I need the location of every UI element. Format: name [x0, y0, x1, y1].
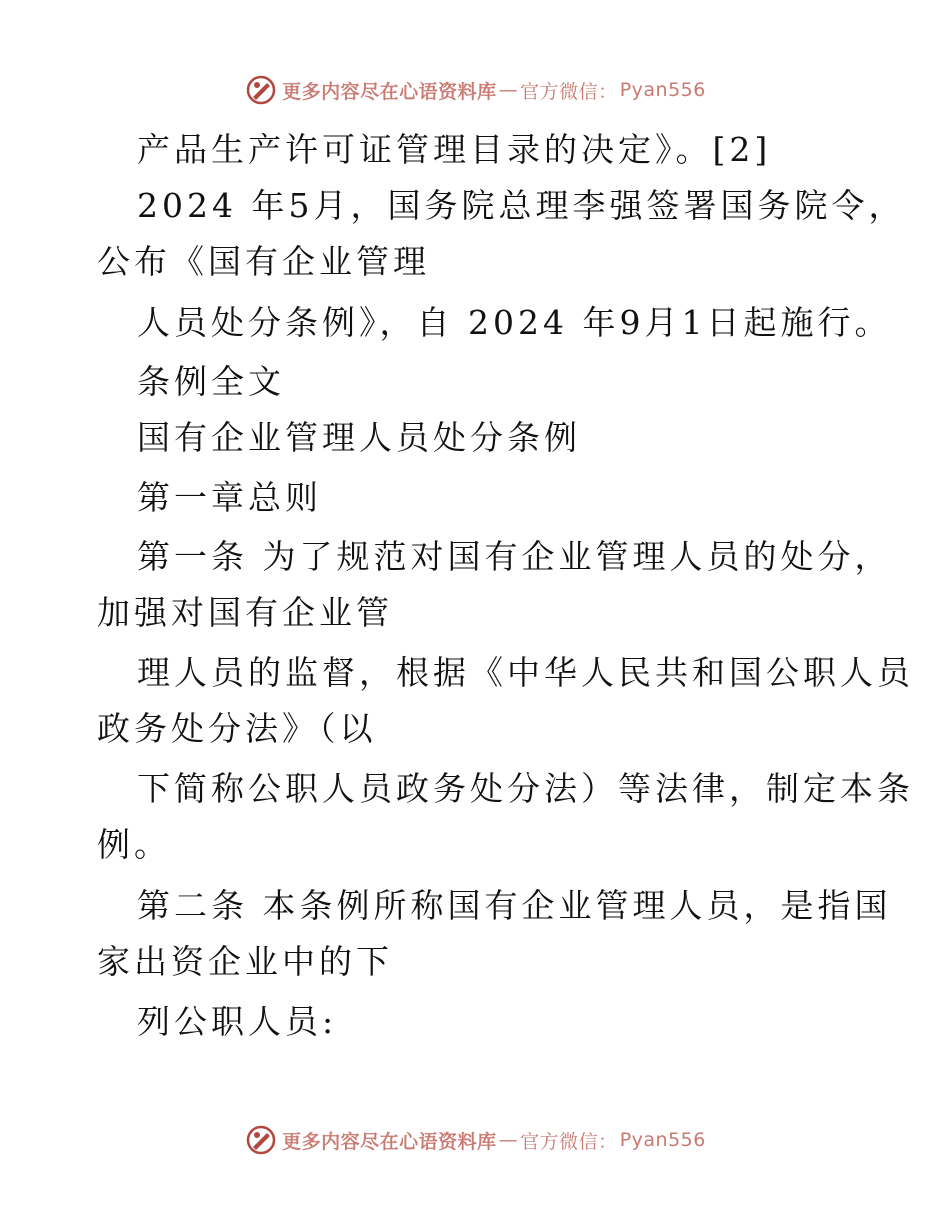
watermark-title: 更多内容尽在心语资料库 [282, 1130, 497, 1153]
text-line: 人员处分条例》，自 2024 年9月1日起施行。 [137, 303, 892, 342]
text-line: 列公职人员: [137, 1002, 338, 1041]
text-line: 政务处分法》（以 [97, 709, 377, 748]
text-line: 公布《国有企业管理 [97, 242, 430, 281]
text-line: 加强对国有企业管 [97, 593, 393, 632]
pen-logo-icon [244, 1123, 278, 1157]
watermark-footer [0, 1120, 950, 1160]
text-line: 2024 年5月，国务院总理李强签署国务院令， [137, 186, 906, 225]
watermark-header [0, 70, 950, 110]
watermark-title: 更多内容尽在心语资料库 [282, 80, 497, 103]
chapter-heading: 第一章总则 [137, 478, 322, 517]
watermark-wechat-id: Pyan556 [619, 1129, 706, 1151]
section-heading: 条例全文 [137, 362, 285, 401]
watermark-dash: — [498, 79, 519, 101]
pen-logo-icon [244, 73, 278, 107]
watermark-dash: — [498, 1129, 519, 1151]
watermark-wechat-label: 官方微信： [520, 80, 618, 103]
text-line: 家出资企业中的下 [97, 942, 393, 981]
text-line: 例。 [97, 825, 171, 864]
regulation-title: 国有企业管理人员处分条例 [137, 418, 581, 457]
text-line: 第一条 为了规范对国有企业管理人员的处分， [137, 537, 892, 576]
text-line: 第二条 本条例所称国有企业管理人员，是指国 [137, 886, 892, 925]
watermark-wechat-label: 官方微信： [520, 1130, 618, 1153]
text-line: 产品生产许可证管理目录的决定》。[2] [137, 130, 772, 169]
text-line: 下简称公职人员政务处分法）等法律，制定本条 [137, 769, 914, 808]
watermark-wechat-id: Pyan556 [619, 79, 706, 101]
text-line: 理人员的监督，根据《中华人民共和国公职人员 [137, 653, 914, 692]
